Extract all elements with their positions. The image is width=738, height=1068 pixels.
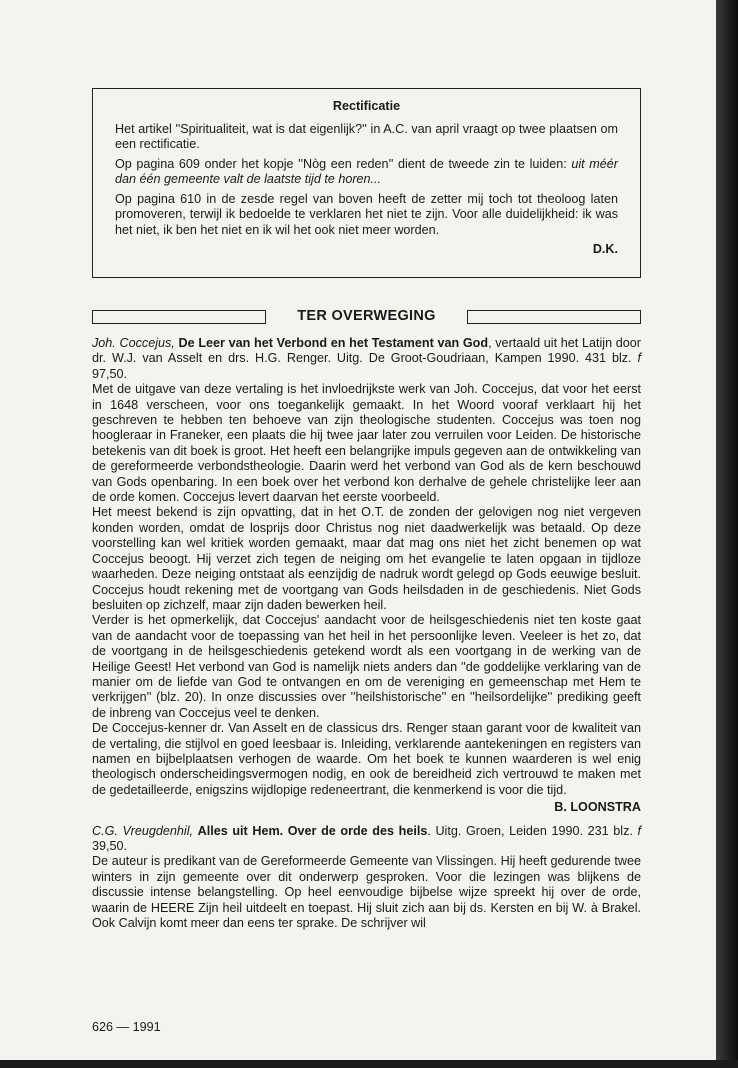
rectificatie-signature: D.K. [592, 242, 618, 256]
section-header-right-bar [467, 310, 641, 324]
section-header [92, 308, 641, 328]
review-1-paragraph-3: Verder is het opmerkelijk, dat Coccejus' aandacht voor de heilsgeschiedenis niet ten koste gaat van de aandacht voor de toepassing van het heil in het persoonlijke leven. Veeleer is het zo, dat de voortgang in de heilsgeschiedenis getekend wordt als een voortgang in de werking van de Heilige Geest! Het verbond van God is namelijk niets anders dan ''de goddelijke verklaring van de manier om de liefde van God te ontvangen en om de vereniging en gemeenschap met Hem te verkrijgen'' (blz. 20). In onze discussies over ''heilshistorische'' en ''heilsordelijke'' prediking geeft de inbreng van Coccejus veel te denken. [92, 613, 641, 720]
scan-right-edge [716, 0, 738, 1068]
review-1-signature: B. LOONSTRA [554, 800, 641, 815]
review-2-price: 39,50. [92, 839, 128, 853]
scan-bottom-edge [0, 1060, 738, 1068]
section-header-left-bar [92, 310, 266, 324]
review-2-paragraph-1: De auteur is predikant van de Gereformeerde Gemeente van Vlissingen. Hij heeft gedurende twee winters in zijn gemeente over dit onderwerp gesproken. Voor die lezingen was blijkens de discussie intense belangstelling. Op heel eenvoudige bijbelse wijze spreekt hij over de orde, waarin de HEERE Zijn heil uitdeelt en toepast. Hij sluit zich aan bij ds. Kersten en bij W. à Brakel. Ook Calvijn komt meer dan eens ter sprake. De schrijver wil [92, 854, 641, 931]
review-1-book-title: De Leer van het Verbond en het Testament van God [178, 336, 489, 350]
review-1-author: Joh. Coccejus, [92, 336, 175, 350]
review-1-price-symbol: f [637, 351, 642, 366]
review-1-paragraph-2: Het meest bekend is zijn opvatting, dat in het O.T. de zonden der gelovigen nog niet vergeven konden worden, omdat de losprijs door Christus nog niet daadwerkelijk was betaald. Op deze voorstelling kan wel kritiek worden gemaakt, maar dat mag ons niet het zicht benemen op wat Coccejus beoogt. Hij verzet zich tegen de neiging om het evangelie te laten opgaan in tijdloze waarheden. Deze neiging ontstaat als eenzijdig de nadruk wordt gelegd op Gods eeuwige besluit. Coccejus houdt rekening met de voortgang van Gods heilsdaden in de geschiedenis. Niet Gods besluiten op zichzelf, maar zijn daden bewerken heil. [92, 505, 641, 612]
review-1-heading [92, 336, 641, 382]
rectificatie-box [92, 88, 641, 278]
section-title: TER OVERWEGING [297, 308, 436, 324]
review-1-price: 97,50. [92, 366, 128, 381]
rectificatie-paragraph-1: Het artikel ''Spiritualiteit, wat is dat eigenlijk?'' in A.C. van april vraagt op twee plaatsen om een rectificatie. [115, 121, 618, 151]
rectificatie-correction: uit méér dan één gemeente valt de laatste tijd te horen... [115, 156, 618, 186]
review-1-paragraph-4: De Coccejus-kenner dr. Van Asselt en de classicus drs. Renger staan garant voor de kwaliteit van de vertaling, die stijlvol en goed leesbaar is. Inleiding, verklarende aantekeningen en registers van namen en bijbelplaatsen verhogen de waarde. Om het boek te kunnen waarderen is wel enig theologisch onderscheidingsvermogen nodig, en ook de bereidheid zich vertrouwd te maken met de gedetailleerde, enigszins wijdlopige redeneertrant, die kenmerkend is voor die tijd. [92, 721, 641, 797]
rectificatie-paragraph-2-text: Op pagina 609 onder het kopje ''Nòg een reden'' dient de tweede zin te luiden: [115, 156, 567, 171]
rectificatie-paragraph-3: Op pagina 610 in de zesde regel van boven heeft de zetter mij toch tot theoloog laten promoveren, terwijl ik bedoelde te verklaren het niet te zijn. Voor alle duidelijkheid: ik was het niet, ik ben het niet en ik wil het ook niet meer worden. [115, 191, 618, 237]
rectificatie-paragraph-2 [115, 157, 618, 188]
rectificatie-title: Rectificatie [332, 99, 401, 113]
review-2-price-symbol: f [637, 823, 641, 838]
review-2-details: . Uitg. Groen, Leiden 1990. 231 blz. [427, 823, 633, 838]
review-2-heading [92, 824, 641, 855]
review-2-author: C.G. Vreugdenhil, [92, 823, 193, 838]
review-1-details: , vertaald uit het Latijn door dr. W.J. van Asselt en drs. H.G. Renger. Uitg. De Groot-Goudriaan, Kampen 1990. 431 blz. [92, 336, 642, 366]
review-1-paragraph-1: Met de uitgave van deze vertaling is het invloedrijkste werk van Joh. Coccejus, dat voor het eerst in 1648 verscheen, voor ons toegankelijk gemaakt. In het Woord vooraf verklaart hij het geschreven te hebben ten behoeve van zijn theologische studenten. Coccejus was toen nog hoogleraar in Franeker, een plaats die hij twee jaar later zou verruilen voor Leiden. De historische betekenis van dit boek is groot. Het heeft een belangrijke impuls gegeven aan de ontwikkeling van de gereformeerde verbondstheologie. Daarin werd het verbond van God als de kern beschouwd van Gods openbaring. In een boek over het verbond kon derhalve de gehele christelijke leer aan de orde komen. Coccejus levert daarvan het eerste voorbeeld. [92, 382, 641, 505]
review-2-book-title: Alles uit Hem. Over de orde des heils [197, 823, 428, 838]
reviews-column [92, 336, 641, 931]
page-number: 626 — 1991 [92, 1020, 161, 1034]
